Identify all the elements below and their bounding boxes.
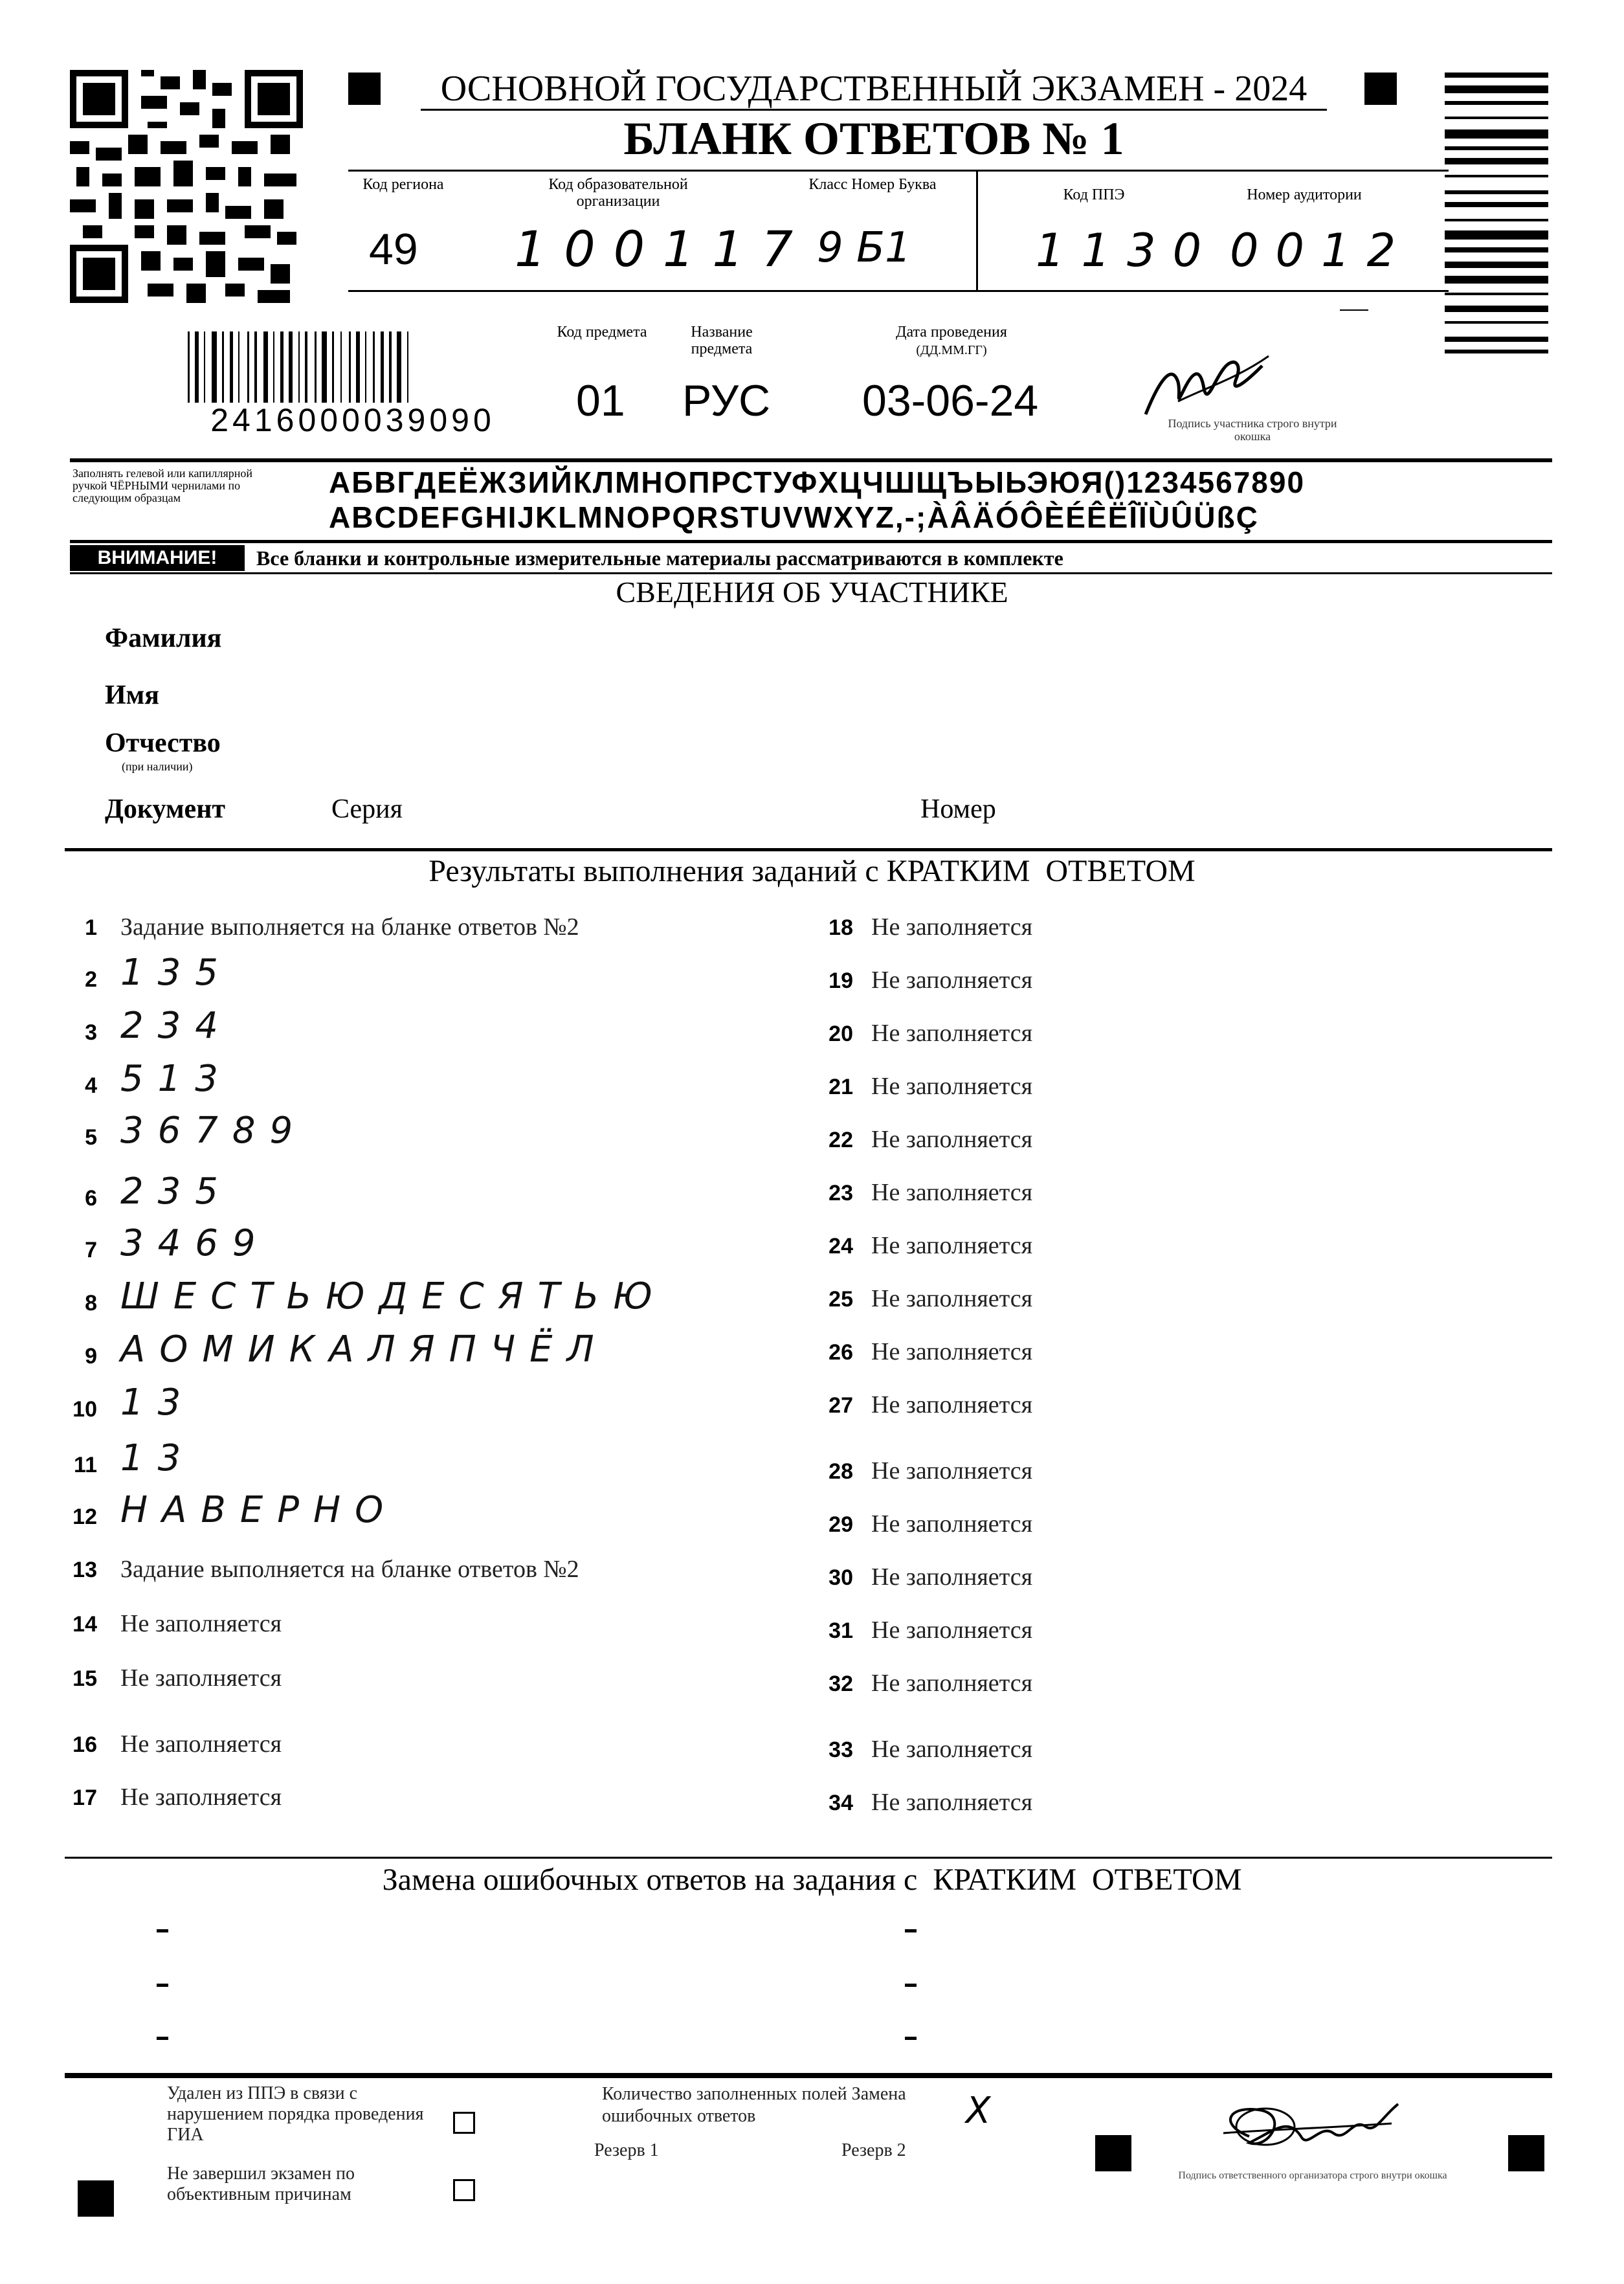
task-number: 8 <box>85 1291 97 1316</box>
subject-name-value: РУС <box>682 376 771 425</box>
attention-top-line <box>70 540 1552 543</box>
task-number: 25 <box>829 1287 853 1312</box>
date-label: Дата проведения <box>896 324 1007 341</box>
task-number: 4 <box>85 1073 97 1098</box>
alignment-marker-bottom-right <box>1508 2135 1544 2171</box>
alignment-marker-bottom-left <box>78 2180 114 2217</box>
task-answer[interactable]: 3469 <box>120 1222 270 1264</box>
attention-badge: ВНИМАНИЕ! <box>70 545 245 571</box>
participant-signature <box>1139 343 1275 427</box>
task-number: 6 <box>85 1186 97 1211</box>
task-number: 1 <box>85 915 97 940</box>
auditorium-label: Номер аудитории <box>1247 186 1362 203</box>
task-number: 23 <box>829 1181 853 1205</box>
auditorium-tick <box>1340 309 1368 311</box>
exam-title: ОСНОВНОЙ ГОСУДАРСТВЕННЫЙ ЭКЗАМЕН - 2024 <box>440 69 1307 109</box>
replacement-dash[interactable] <box>157 2037 168 2040</box>
results-top-line <box>65 848 1552 851</box>
task-number: 13 <box>72 1558 97 1582</box>
task-number: 27 <box>829 1393 853 1418</box>
task-number: 2 <box>85 967 97 992</box>
attention-text: Все бланки и контрольные измерительные материалы рассматриваются в комплекте <box>256 546 1063 570</box>
alignment-marker-top-right <box>1364 73 1397 105</box>
exam-title-underline <box>421 109 1327 111</box>
task-number: 16 <box>72 1732 97 1757</box>
task-note: Не заполняется <box>871 1232 1033 1259</box>
form-title: БЛАНК ОТВЕТОВ № 1 <box>623 113 1124 164</box>
task-number: 31 <box>829 1618 853 1643</box>
task-number: 12 <box>72 1505 97 1529</box>
class-label: Класс Номер Буква <box>808 176 937 193</box>
task-number: 24 <box>829 1234 853 1259</box>
task-number: 33 <box>829 1738 853 1762</box>
qr-code <box>70 70 303 303</box>
ppe-value: 1130 <box>1036 224 1219 277</box>
fields-bottom-line <box>348 290 1449 292</box>
sample-row-1: АБВГДЕЁЖЗИЙКЛМНОПРСТУФХЦЧШЩЪЫЬЭЮЯ()1234567890 <box>329 465 1306 499</box>
task-number: 26 <box>829 1340 853 1365</box>
date-value: 03-06-24 <box>862 376 1039 425</box>
replacement-dash[interactable] <box>905 1984 917 1987</box>
attention-bottom-line <box>70 572 1552 574</box>
participant-section-title: СВЕДЕНИЯ ОБ УЧАСТНИКЕ <box>616 576 1008 609</box>
task-answer[interactable]: 13 <box>120 1382 195 1424</box>
removed-label: Удален из ППЭ в связи с нарушением порядка проведения ГИА <box>167 2083 424 2145</box>
organizer-signature <box>1210 2098 1405 2162</box>
task-note: Задание выполняется на бланке ответов №2 <box>120 913 579 941</box>
task-note: Не заполняется <box>871 1126 1033 1153</box>
task-note: Не заполняется <box>120 1730 282 1758</box>
task-note: Не заполняется <box>120 1664 282 1692</box>
vertical-divider <box>976 170 978 291</box>
date-format: (ДД.ММ.ГГ) <box>916 343 987 357</box>
task-number: 20 <box>829 1022 853 1046</box>
task-note: Не заполняется <box>871 967 1033 994</box>
task-note: Не заполняется <box>871 1073 1033 1100</box>
task-number: 28 <box>829 1459 853 1484</box>
task-answer[interactable]: 234 <box>120 1005 232 1047</box>
sample-row-2: ABCDEFGHIJKLMNOPQRSTUVWXYZ,-;ÀÂÄÓÔÈÉÊËÎÏÙÛÜßÇ <box>329 500 1259 534</box>
task-number: 19 <box>829 968 853 993</box>
barcode-number: 2416000039090 <box>210 402 495 438</box>
region-value: 49 <box>369 225 418 274</box>
task-number: 22 <box>829 1128 853 1152</box>
side-barcode <box>1445 73 1548 454</box>
task-answer[interactable]: 36789 <box>120 1110 307 1152</box>
signature-caption: Подпись участника строго внутри окошка <box>1168 417 1337 443</box>
task-note: Не заполняется <box>871 1457 1033 1484</box>
org-label: Код образовательной организации <box>548 176 688 210</box>
task-note: Не заполняется <box>871 1020 1033 1047</box>
task-number: 9 <box>85 1344 97 1369</box>
task-number: 30 <box>829 1565 853 1590</box>
replacement-section-title: Замена ошибочных ответов на задания с КРАТКИМ ОТВЕТОМ <box>382 1863 1242 1897</box>
replacement-dash[interactable] <box>905 2037 917 2040</box>
task-answer[interactable]: 513 <box>120 1058 232 1100</box>
patronymic-label: Отчество <box>105 728 221 758</box>
replacement-dash[interactable] <box>157 1984 168 1987</box>
task-note: Задание выполняется на бланке ответов №2 <box>120 1556 579 1583</box>
task-note: Не заполняется <box>120 1610 282 1637</box>
not-finished-label: Не завершил экзамен по объективным причинам <box>167 2164 355 2204</box>
task-note: Не заполняется <box>871 1338 1033 1365</box>
task-note: Не заполняется <box>871 1789 1033 1816</box>
task-number: 7 <box>85 1238 97 1262</box>
number-label: Номер <box>920 794 996 824</box>
patronymic-note: (при наличии) <box>122 760 193 773</box>
task-note: Не заполняется <box>871 1617 1033 1644</box>
task-number: 18 <box>829 915 853 940</box>
replacement-dash[interactable] <box>905 1929 917 1932</box>
replacement-top-line <box>65 1857 1552 1859</box>
name-label: Имя <box>105 680 159 710</box>
task-answer[interactable]: 13 <box>120 1437 195 1479</box>
task-number: 29 <box>829 1512 853 1537</box>
task-number: 32 <box>829 1672 853 1696</box>
sample-top-line <box>70 458 1552 462</box>
task-note: Не заполняется <box>120 1784 282 1811</box>
ppe-label: Код ППЭ <box>1063 186 1125 203</box>
task-number: 10 <box>72 1397 97 1422</box>
task-answer[interactable]: ШЕСТЬЮДЕСЯТЬЮ <box>120 1275 667 1317</box>
task-answer[interactable]: АОМИКАЛЯПЧЁЛ <box>120 1328 608 1371</box>
surname-label: Фамилия <box>105 623 222 653</box>
task-note: Не заполняется <box>871 1285 1033 1312</box>
alignment-marker-top-left <box>348 73 381 105</box>
task-answer[interactable]: 135 <box>120 952 232 994</box>
document-label: Документ <box>105 794 226 824</box>
count-value[interactable]: X <box>966 2090 991 2132</box>
task-number: 14 <box>72 1612 97 1637</box>
task-note: Не заполняется <box>871 1736 1033 1763</box>
task-number: 15 <box>72 1666 97 1691</box>
reserve-2: Резерв 2 <box>841 2140 906 2160</box>
task-answer[interactable]: 235 <box>120 1170 232 1213</box>
replacement-dash[interactable] <box>157 1929 168 1932</box>
auditorium-value: 0012 <box>1230 224 1413 277</box>
removed-checkbox[interactable] <box>453 2112 475 2134</box>
task-number: 5 <box>85 1125 97 1150</box>
task-number: 21 <box>829 1075 853 1099</box>
series-label: Серия <box>331 794 403 824</box>
task-answer[interactable]: НАВЕРНО <box>120 1489 398 1531</box>
task-note: Не заполняется <box>871 1179 1033 1206</box>
count-label: Количество заполненных полей Замена ошибочных ответов <box>602 2084 906 2126</box>
results-section-title: Результаты выполнения заданий с КРАТКИМ ОТВЕТОМ <box>428 854 1196 888</box>
subject-code-label: Код предмета <box>557 324 647 341</box>
org-value: 100117 <box>515 220 812 278</box>
task-note: Не заполняется <box>871 913 1033 941</box>
footer-top-line <box>65 2073 1552 2078</box>
task-number: 17 <box>72 1786 97 1810</box>
task-note: Не заполняется <box>871 1670 1033 1697</box>
top-fields-line <box>348 170 1449 172</box>
subject-code-value: 01 <box>576 376 625 425</box>
organizer-caption: Подпись ответственного организатора строго внутри окошка <box>1178 2170 1447 2181</box>
task-note: Не заполняется <box>871 1510 1033 1538</box>
not-finished-checkbox[interactable] <box>453 2179 475 2201</box>
task-number: 3 <box>85 1020 97 1045</box>
subject-name-label: Название предмета <box>691 324 753 357</box>
task-note: Не заполняется <box>871 1563 1033 1591</box>
task-note: Не заполняется <box>871 1391 1033 1418</box>
sample-instruction: Заполнять гелевой или капиллярной ручкой ЧЁРНЫМИ чернилами по следующим образцам <box>72 467 252 504</box>
class-value: 9 Б1 <box>817 224 911 272</box>
reserve-1: Резерв 1 <box>594 2140 659 2160</box>
region-label: Код региона <box>362 176 444 193</box>
task-number: 34 <box>829 1791 853 1815</box>
task-number: 11 <box>74 1453 97 1477</box>
alignment-marker-bottom-middle <box>1095 2135 1131 2171</box>
